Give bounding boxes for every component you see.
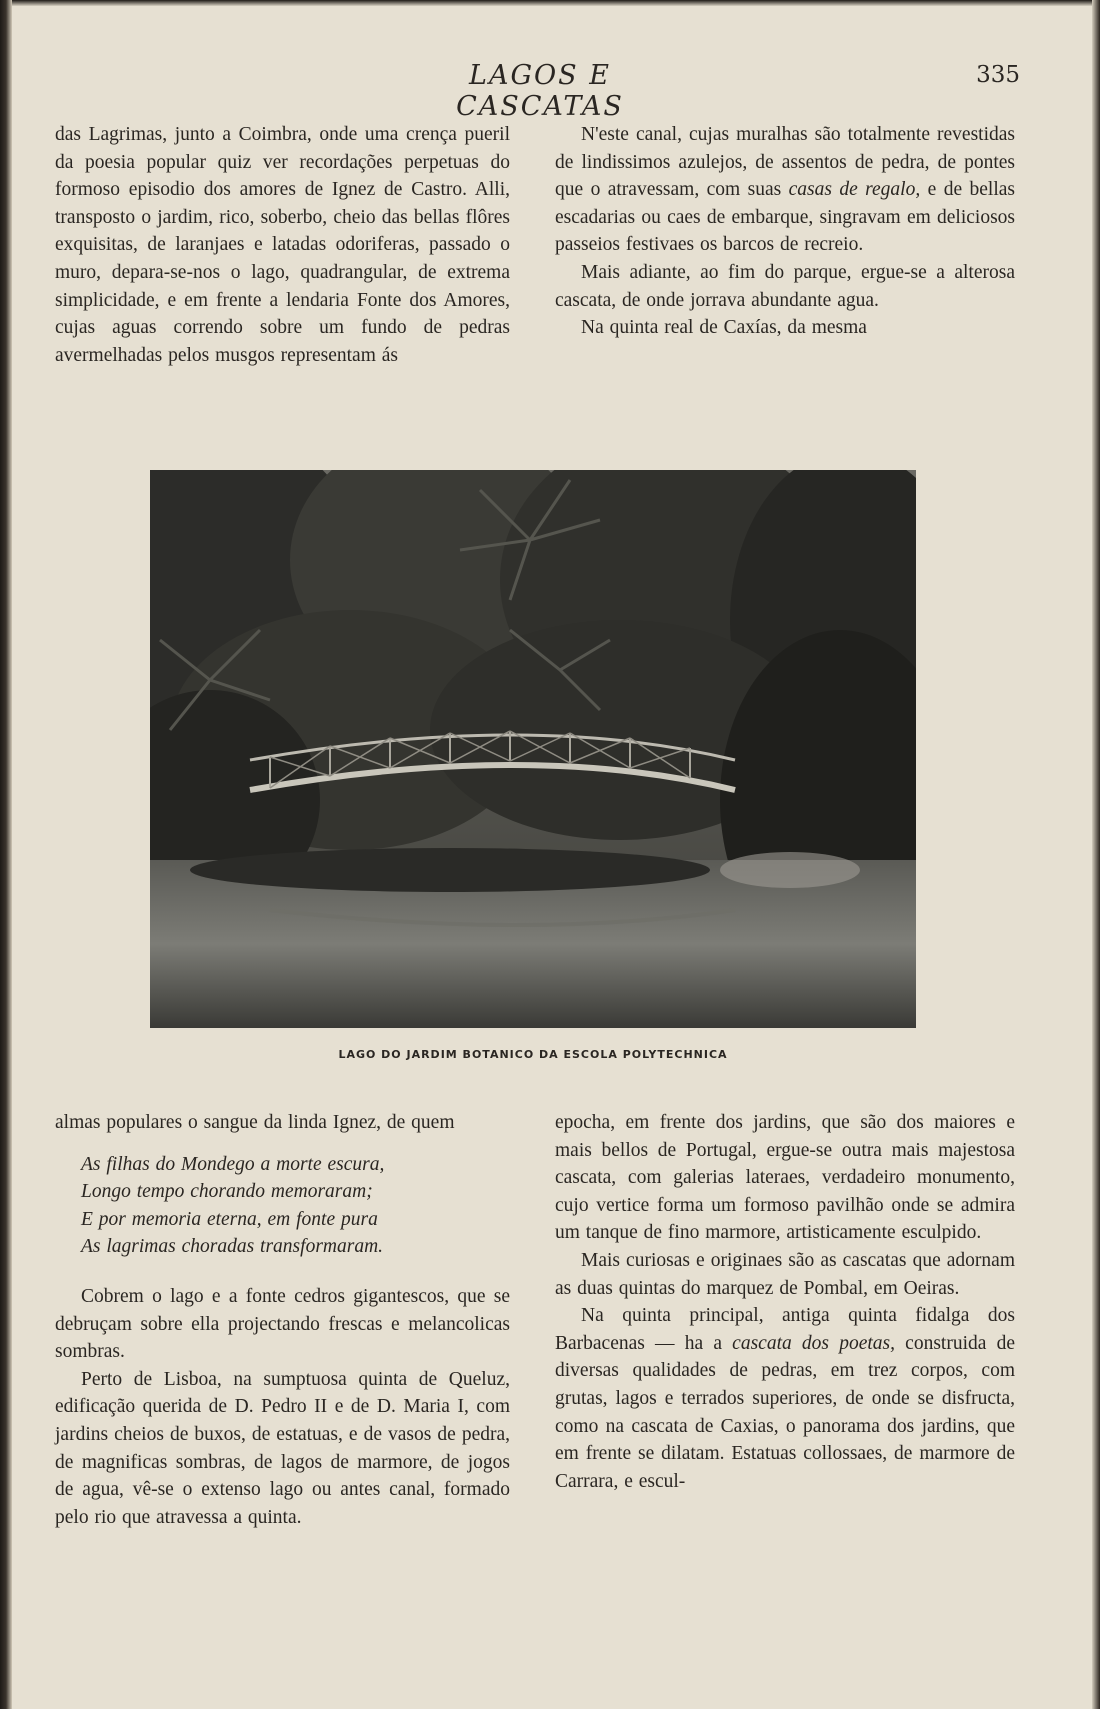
- page-edge-left: [0, 0, 12, 1709]
- poem-verse: [81, 1151, 510, 1261]
- poem-line: As filhas do Mondego a morte escura,: [81, 1153, 385, 1175]
- paragraph: Cobrem o lago e a fonte cedros gigantescos, que se debruçam sobre ella projectando frescas e melancolicas sombras.: [55, 1285, 510, 1363]
- paragraph: Na quinta real de Caxías, da mesma: [581, 317, 867, 339]
- column-top-left: [55, 121, 510, 369]
- paragraph: almas populares o sangue da linda Ignez, de quem: [55, 1112, 455, 1133]
- paragraph: epocha, em frente dos jardins, que são dos maiores e mais bellos de Portugal, ergue-se outra mais majestosa cascata, com galerias lateraes, verdadeiro monumento, cujo vertice forma um formoso pavilhão onde se admira um tanque de fino marmore, artisticamente esculpido.: [555, 1112, 1015, 1244]
- paragraph: Mais adiante, ao fim do parque, ergue-se a alterosa cascata, de onde jorrava abundante agua.: [555, 261, 1015, 311]
- column-bottom-left: [55, 1109, 510, 1531]
- page-edge-right: [1092, 0, 1100, 1709]
- paragraph: N'este canal, cujas muralhas são totalmente revestidas de lindissimos azulejos, de assentos de pedra, de pontes que o atravessam, com suas casas de regalo, e de bellas escadarias ou caes de embarque, singravam em deliciosos passeios festivaes os barcos de recreio.: [555, 124, 1016, 256]
- column-top-right: [555, 121, 1015, 342]
- photo-caption: LAGO DO JARDIM BOTANICO DA ESCOLA POLYTECHNICA: [338, 1048, 728, 1061]
- photo-botanical-garden-lake: [150, 470, 916, 1028]
- poem-line: As lagrimas choradas transformaram.: [81, 1236, 384, 1258]
- column-bottom-right: [555, 1109, 1015, 1495]
- poem-line: E por memoria eterna, em fonte pura: [81, 1208, 378, 1230]
- italic-phrase: casas de regalo,: [788, 179, 921, 201]
- running-title: LAGOS E CASCATAS: [456, 60, 624, 122]
- paragraph: Mais curiosas e originaes são as cascatas que adornam as duas quintas do marquez de Pombal, em Oeiras.: [555, 1249, 1015, 1299]
- paragraph: Na quinta principal, antiga quinta fidalga dos Barbacenas — ha a cascata dos poetas, construida de diversas qualidades de pedras, em trez corpos, com grutas, lagos e terrados superiores, de onde se disfructa, como na cascata de Caxias, o panorama dos jardins, que em frente se dilatam. Estatuas collossaes, de marmore de Carrara, e escul-: [555, 1305, 1015, 1492]
- paragraph: das Lagrimas, junto a Coimbra, onde uma crença pueril da poesia popular quiz ver recordações perpetuas do formoso episodio dos amores de Ignez de Castro. Alli, transposto o jardim, rico, soberbo, cheio das bellas flôres exquisitas, de laranjaes e latadas odoriferas, passado o muro, depara-se-nos o lago, quadrangular, de extrema simplicidade, e em frente a lendaria Fonte dos Amores, cujas aguas correndo sobre um fundo de pedras avermelhadas pelos musgos representam ás: [55, 124, 510, 366]
- italic-phrase: cascata dos poetas,: [732, 1332, 895, 1354]
- poem-line: Longo tempo chorando memoraram;: [81, 1181, 373, 1203]
- page-edge-top: [0, 0, 1100, 6]
- paragraph: Perto de Lisboa, na sumptuosa quinta de Queluz, edificação querida de D. Pedro II e de D. Maria I, com jardins cheios de buxos, de estatuas, e de vasos de pedra, de magnificas sombras, de lagos de marmore, de jogos de agua, vê-se o extenso lago ou antes canal, formado pelo rio que atravessa a quinta.: [55, 1368, 510, 1528]
- page-number: 335: [976, 62, 1020, 88]
